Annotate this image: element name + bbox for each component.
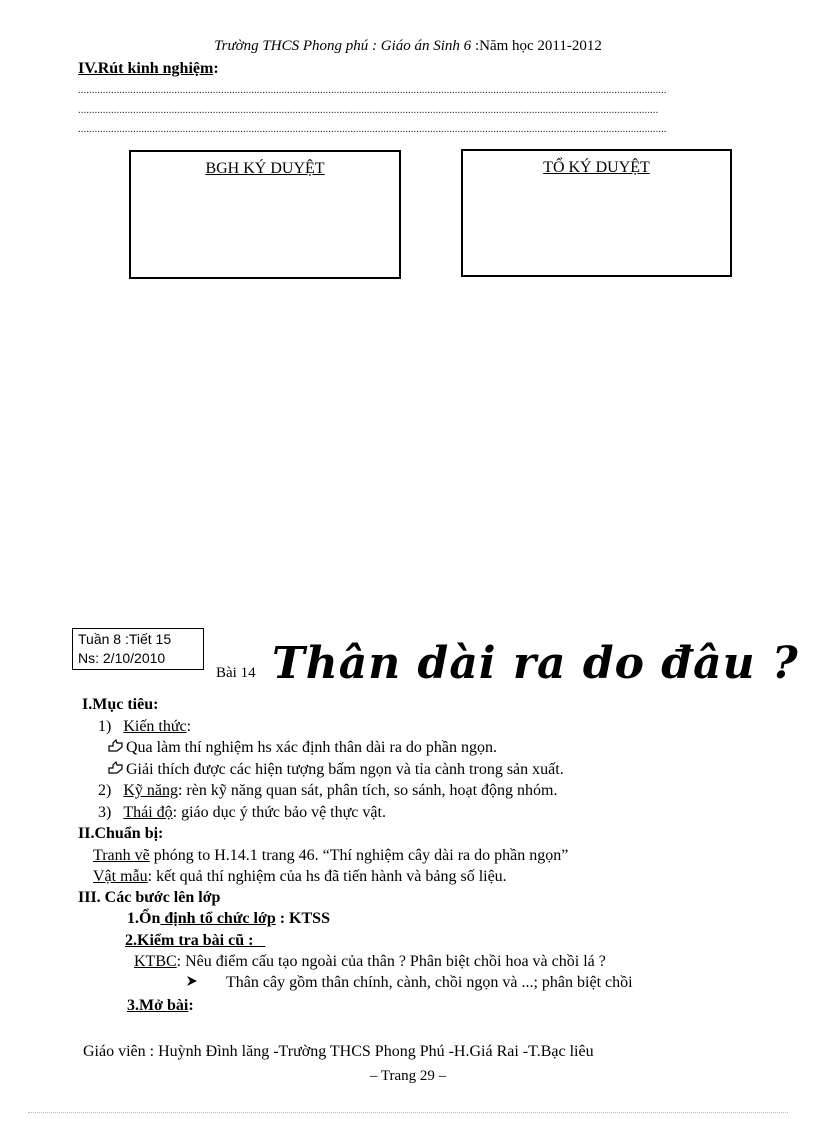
cac-buoc-heading: III. Các bước lên lớp: [78, 889, 221, 906]
lesson-week: Tuần 8 :Tiết 15: [78, 631, 172, 647]
step-3-colon: :: [188, 997, 194, 1014]
muc-tieu-heading: I.Mục tiêu: [82, 696, 154, 713]
thai-do-number: 3): [98, 804, 112, 821]
step-3-row: [127, 997, 194, 1015]
arrowhead-icon: [186, 974, 226, 992]
ktbc-row: [134, 953, 606, 971]
kien-thuc-row: [98, 718, 191, 736]
to-approval-box: [461, 149, 732, 277]
chuan-bi-colon: :: [158, 825, 164, 842]
lesson-title: Thân dài ra do đâu ?: [272, 638, 799, 689]
header-school: Trường THCS Phong phú : Giáo án Sinh 6: [214, 38, 472, 54]
tranh-ve-row: [93, 847, 568, 865]
lesson-info-box: [72, 628, 204, 670]
header-year: :Năm học 2011-2012: [471, 38, 602, 54]
teacher-footer: Giáo viên : Huỳnh Đình lăng -Trường THCS Phong Phú -H.Giá Rai -T.Bạc liêu: [83, 1043, 594, 1060]
step-3-label: 3.Mở bài: [127, 997, 189, 1014]
dotted-line-1: ......................................................................................................................................................................................................................: [78, 84, 667, 96]
dotted-line-3: ......................................................................................................................................................................................................................: [78, 123, 667, 135]
tranh-ve-label: Tranh vẽ: [93, 847, 150, 864]
kien-thuc-label: Kiến thức: [123, 718, 187, 735]
thai-do-label: Thái độ: [123, 804, 173, 821]
step-2-row: [125, 932, 265, 950]
chuan-bi-heading-row: [78, 825, 163, 843]
vat-mau-label: Vật mẫu: [93, 868, 148, 885]
ktbc-label: KTBC: [134, 953, 177, 970]
tranh-ve-text: phóng to H.14.1 trang 46. “Thí nghiệm cây dài ra do phần ngọn”: [149, 847, 569, 864]
ktbc-question: : Nêu điểm cấu tạo ngoài của thân ? Phân biệt chồi hoa và chồi lá ?: [176, 953, 606, 970]
page-header: [0, 38, 816, 55]
bgh-approval-box: [129, 150, 401, 279]
chuan-bi-heading: II.Chuẩn bị: [78, 825, 159, 842]
bgh-approval-title: BGH KÝ DUYỆT: [205, 160, 325, 177]
ky-nang-text: : rèn kỹ năng quan sát, phân tích, so sánh, hoạt động nhóm.: [177, 782, 558, 799]
step-2-label: 2.Kiểm tra bài cũ :: [125, 932, 254, 949]
kien-thuc-item-2: [108, 761, 564, 779]
rut-colon: :: [213, 60, 219, 77]
kien-thuc-text-2: Giải thích được các hiện tượng bấm ngọn và tỉa cành trong sản xuất.: [126, 761, 564, 778]
lesson-date: Ns: 2/10/2010: [78, 650, 166, 666]
lesson-number: Bài 14: [216, 665, 256, 681]
vat-mau-row: [93, 868, 507, 886]
page-number: – Trang 29 –: [369, 1068, 447, 1084]
step-1-label: định tổ chức lớp: [160, 910, 276, 927]
rut-kinh-nghiem-heading: IV.Rút kinh nghiệm: [78, 60, 214, 77]
dotted-line-2: ...................................................................................................................................................................................................................: [78, 104, 659, 116]
section-rut-kinh-nghiem: [78, 60, 219, 78]
ky-nang-number: 2): [98, 782, 112, 799]
kien-thuc-colon: :: [186, 718, 192, 735]
thai-do-text: : giáo dục ý thức bảo vệ thực vật.: [172, 804, 386, 821]
muc-tieu-colon: :: [153, 696, 159, 713]
pointing-hand-icon: [108, 761, 126, 779]
step-1-row: [127, 910, 330, 928]
ktbc-answer-row: [186, 974, 633, 992]
ktbc-answer: Thân cây gồm thân chính, cành, chồi ngọn và ...; phân biệt chồi: [226, 974, 633, 991]
thai-do-row: [98, 804, 386, 822]
pointing-hand-icon: [108, 739, 126, 757]
to-approval-title: TỔ KÝ DUYỆT: [543, 159, 650, 176]
muc-tieu-heading-row: [82, 696, 158, 714]
ky-nang-row: [98, 782, 557, 800]
kien-thuc-number: 1): [98, 718, 112, 735]
kien-thuc-text-1: Qua làm thí nghiệm hs xác định thân dài ra do phần ngọn.: [126, 739, 498, 756]
step-1-suffix: : KTSS: [275, 910, 330, 927]
step-1-number: 1.Ổn: [127, 910, 161, 927]
ky-nang-label: Kỹ năng: [123, 782, 178, 799]
kien-thuc-item-1: [108, 739, 497, 757]
page-bottom-divider: [28, 1112, 788, 1113]
vat-mau-text: : kết quả thí nghiệm của hs đã tiến hành và bảng số liệu.: [147, 868, 507, 885]
